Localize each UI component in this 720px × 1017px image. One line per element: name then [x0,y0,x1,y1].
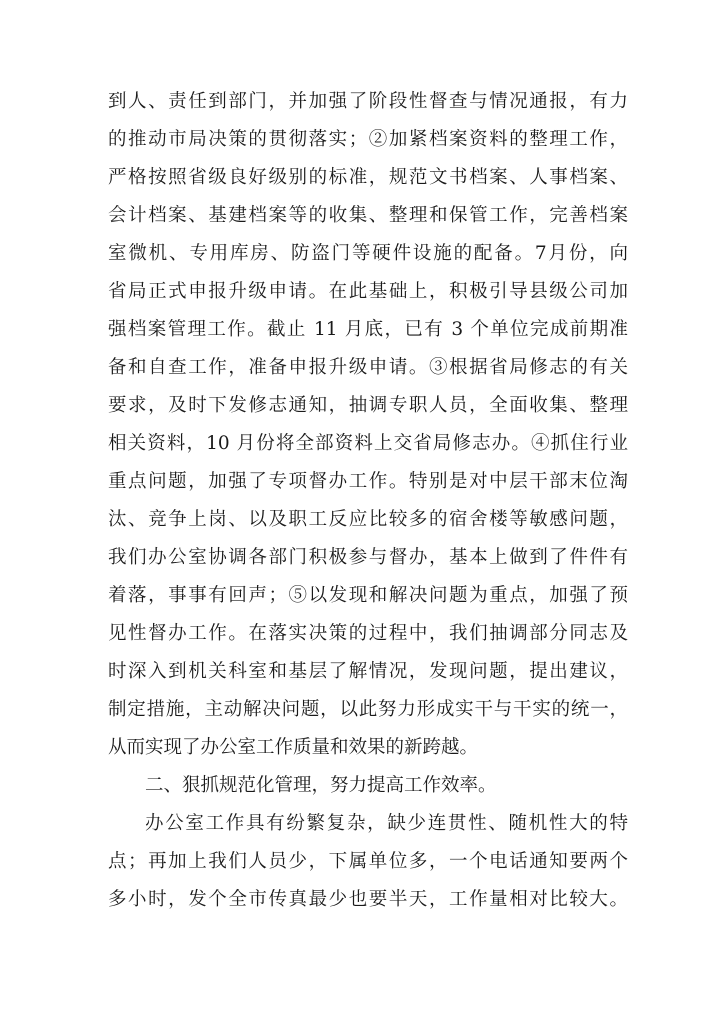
text-line: 严格按照省级良好级别的标准，规范文书档案、人事档案、 [108,167,628,188]
text-line: 点；再加上我们人员少，下属单位多，一个电话通知要两个 [108,851,628,872]
text-line: 我们办公室协调各部门积极参与督办，基本上做到了件件有 [108,547,628,568]
text-line: 多小时，发个全市传真最少也要半天，工作量相对比较大。 [108,889,628,910]
text-line: 重点问题，加强了专项督办工作。特别是对中层干部末位淘 [108,471,628,492]
text-line: 会计档案、基建档案等的收集、整理和保管工作，完善档案 [108,205,628,226]
text-line: 要求，及时下发修志通知，抽调专职人员，全面收集、整理 [108,395,628,416]
text-line: 强档案管理工作。截止 11 月底，已有 3 个单位完成前期准 [108,319,628,340]
text-line: 汰、竞争上岗、以及职工反应比较多的宿舍楼等敏感问题， [108,509,628,530]
text-line: 办公室工作具有纷繁复杂，缺少连贯性、随机性大的特 [145,813,628,834]
text-line: 时深入到机关科室和基层了解情况，发现问题，提出建议， [108,661,628,682]
text-line: 的推动市局决策的贯彻落实；②加紧档案资料的整理工作， [108,129,628,150]
text-line: 备和自查工作，准备申报升级申请。③根据省局修志的有关 [108,357,628,378]
text-line: 从而实现了办公室工作质量和效果的新跨越。 [108,737,479,758]
section-heading: 二、狠抓规范化管理，努力提高工作效率。 [145,775,497,796]
text-line: 相关资料，10 月份将全部资料上交省局修志办。④抓住行业 [108,433,628,454]
text-line: 室微机、专用库房、防盗门等硬件设施的配备。7月份，向 [108,243,628,264]
text-line: 省局正式申报升级申请。在此基础上，积极引导县级公司加 [108,281,628,302]
text-line: 到人、责任到部门，并加强了阶段性督查与情况通报，有力 [108,91,628,112]
text-line: 制定措施，主动解决问题，以此努力形成实干与干实的统一， [108,699,628,720]
text-line: 见性督办工作。在落实决策的过程中，我们抽调部分同志及 [108,623,628,644]
text-line: 着落，事事有回声；⑤以发现和解决问题为重点，加强了预 [108,585,628,606]
